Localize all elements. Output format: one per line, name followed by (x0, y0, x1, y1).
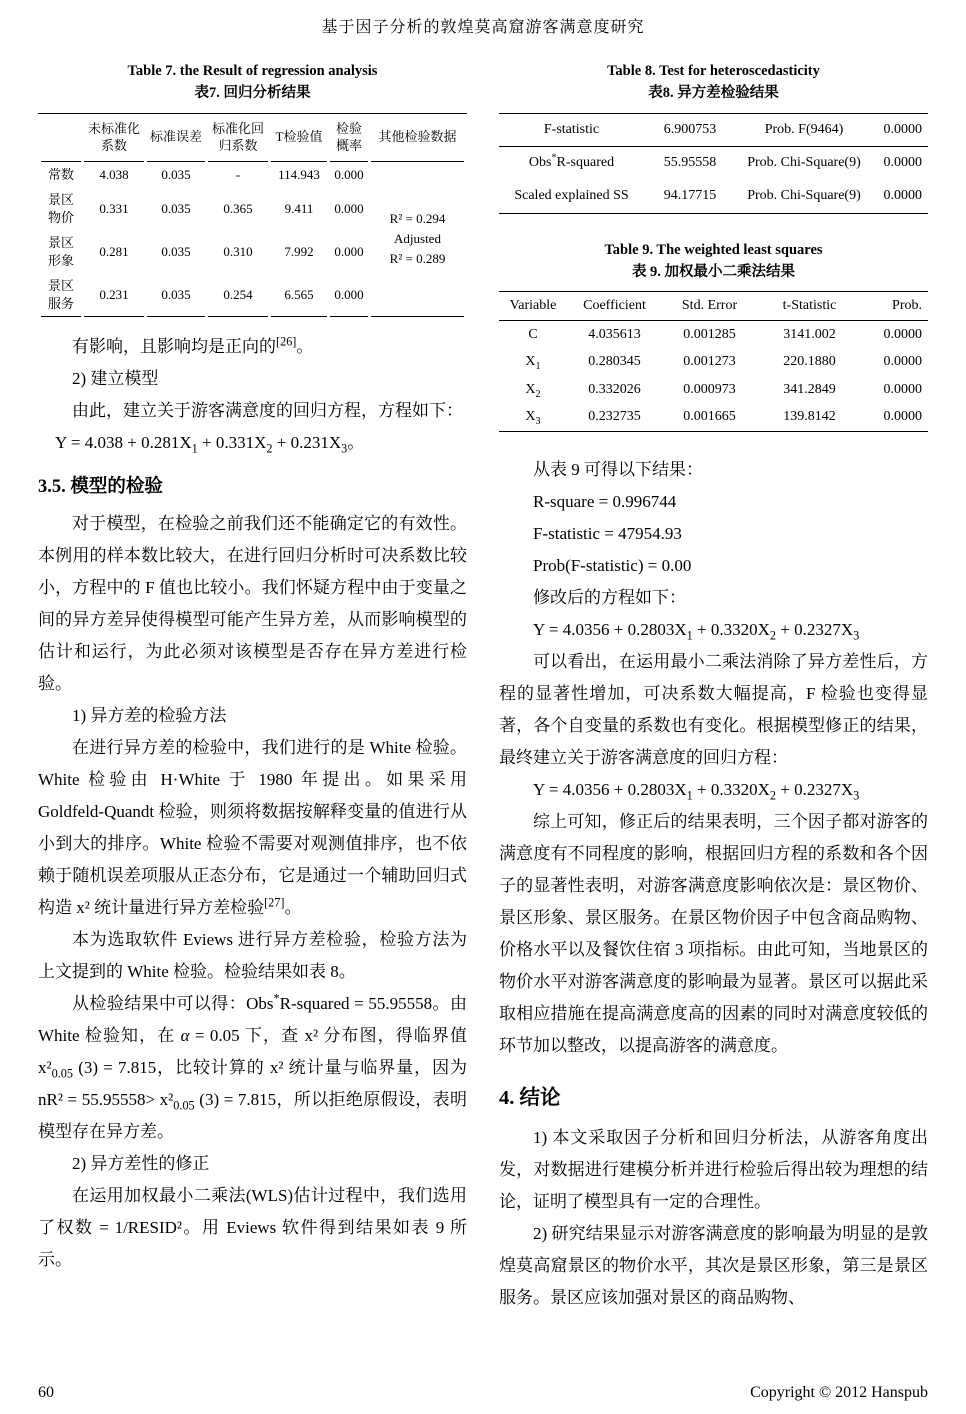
row-label: 景区形象 (47, 235, 74, 268)
variable-name: C (528, 326, 538, 342)
heteroscedasticity-table (499, 113, 928, 214)
prob-value: 0.0000 (872, 180, 928, 213)
line-prob-f: Prob(F-statistic) = 0.00 (533, 555, 692, 575)
left-column (38, 61, 467, 1314)
p-test-result: 从检验结果中可以得：Obs*R-squared = 55.95558。由 White 检验知，在 α = 0.05 下，查 x² 分布图，得临界值 $x^2_{0.05}$ (3) = 7.815，比较计算的 x² 统计量与临界量，因为 $nR^2 = 55.95558> x^2_{0.05}$ (3) = 7.815，所以拒绝原假设，表明模型存在异方差。 (38, 991, 467, 1142)
p-build-equation: 由此，建立关于游客满意度的回归方程，方程如下： (72, 401, 463, 421)
right-column (499, 61, 928, 1314)
table9-row (499, 320, 928, 348)
stat-value: 55.95558 (663, 155, 717, 171)
stat-name: Obs*R-squared (528, 152, 615, 171)
stat-value: 94.17715 (644, 180, 736, 213)
p-positive-effect: 有影响，且影响均是正向的[26]。 (72, 334, 314, 357)
table8-row (499, 113, 928, 147)
p-eviews-test: 本为选取软件 Eviews 进行异方差检验，检验方法为上文提到的 White 检验。检验结果如表 8。 (38, 930, 467, 982)
cell-t-statistic: 220.1880 (783, 354, 836, 370)
line-modified-eq-intro: 修改后的方程如下： (533, 587, 686, 607)
prob-label: Prob. Chi-Square(9) (747, 155, 861, 171)
item-build-model: 2) 建立模型 (72, 369, 159, 389)
adjusted-label: Adjusted (394, 230, 441, 246)
formula-final: $Y = 4.0356 + 0.2803X_1 + 0.3320X_2 + 0.2327X_3$ (533, 779, 860, 803)
prob-value: 0.0000 (872, 113, 928, 147)
cell-t-statistic: 3141.002 (783, 326, 836, 342)
col-header-std-error: Std. Error (662, 292, 757, 321)
cell-p-value: 0.000 (334, 244, 364, 259)
stat-name: F-statistic (499, 113, 644, 147)
cell-prob: 0.0000 (883, 354, 922, 370)
heading-model-test: 3.5. 模型的检验 (38, 477, 163, 498)
cell-coefficient: 4.035613 (588, 326, 641, 342)
cell-p-value: 0.000 (330, 273, 368, 317)
p-wls-effect: 可以看出，在运用最小二乘法消除了异方差性后，方程的显著性增加，可决系数大幅提高，F 检验也变得显著，各个自变量的系数也有变化。根据模型修正的结果，最终建立关于游客满意度的回归方程： (499, 651, 928, 767)
cell-beta: 0.254 (208, 273, 268, 317)
row-label: 常数 (47, 166, 74, 182)
col-header-std-coef: 标准化回归系数 (208, 114, 268, 162)
p-model-validity: 对于模型，在检验之前我们还不能确定它的有效性。本例用的样本数比较大，在进行回归分析时可决系数比较小，方程中的 F 值也比较小。我们怀疑方程中由于变量之间的异方差异使得模型可能产生异方差，从而影响模型的估计和运行，为此必须对该模型是否存在异方差进行检验。 (38, 514, 467, 694)
cell-std-error: 0.001665 (662, 403, 757, 431)
col-header-variable: Variable (499, 292, 567, 321)
p-summary: 综上可知，修正后的结果表明，三个因子都对游客的满意度有不同程度的影响，根据回归方程的系数和各个因子的显著性表明，对游客满意度影响依次是：景区物价、景区形象、景区服务。在景区物价因子中包含商品购物、价格水平以及餐饮住宿 3 项指标。由此可知，当地景区的物价水平对游客满意度的影响最为显著。景区可以据此采取相应措施在提高满意度高的因素的同时对满意度较低的环节加以整改，以提高游客的满意度。 (499, 811, 928, 1055)
cell-beta: - (235, 166, 241, 182)
regression-table (38, 113, 467, 318)
cell-t-statistic: 341.2849 (783, 381, 836, 397)
variable-name: $X_1$ (525, 354, 541, 373)
col-header-t-statistic: t-Statistic (757, 292, 862, 321)
heading-conclusion: 4. 结论 (499, 1086, 561, 1109)
variable-name: $X_3$ (499, 403, 567, 431)
r-squared-line: R² = 0.294 (389, 210, 446, 226)
cell-prob: 0.0000 (862, 403, 928, 431)
cell-std-error: 0.000973 (683, 381, 736, 397)
cell-model-fit (371, 162, 464, 318)
cell-coefficient: 0.331 (99, 200, 129, 216)
p-conclusion-2: 2) 研究结果显示对游客满意度的影响最为明显的是敦煌莫高窟景区的物价水平，其次是景区形象，第三是景区服务。景区应该加强对景区的商品购物、 (499, 1223, 928, 1307)
p-table9-results: 从表 9 可得以下结果： (533, 459, 703, 479)
prob-label: Prob. Chi-Square(9) (736, 180, 872, 213)
cell-std-error: 0.001285 (683, 326, 736, 342)
formula-wls: $Y = 4.0356 + 0.2803X_1 + 0.3320X_2 + 0.2327X_3$ (533, 619, 860, 643)
copyright: Copyright © 2012 Hanspub (750, 1384, 928, 1401)
table9-caption-zh: 表 9. 加权最小二乘法结果 (631, 263, 796, 280)
cell-std-error: 0.035 (161, 200, 191, 216)
col-header-std-error: 标准误差 (147, 114, 205, 162)
table9-header-row (499, 292, 928, 321)
cell-prob: 0.0000 (883, 381, 922, 397)
adjusted-r-squared-line: R² = 0.289 (389, 251, 446, 267)
page-footer (38, 1384, 928, 1402)
cell-coefficient: 0.231 (84, 273, 144, 317)
prob-label: Prob. F(9464) (736, 113, 872, 147)
table8-caption-en: Table 8. Test for heteroscedasticity (607, 63, 820, 79)
row-label: 景区服务 (41, 273, 81, 317)
table8-row (499, 180, 928, 213)
table7-header-row (41, 114, 464, 162)
cell-p-value: 0.000 (334, 200, 364, 216)
table8-row (499, 147, 928, 180)
line-f-statistic: F-statistic = 47954.93 (533, 523, 682, 543)
table8-caption-zh: 表8. 异方差检验结果 (648, 84, 779, 101)
table9-row (499, 376, 928, 404)
stat-name: Scaled explained SS (499, 180, 644, 213)
item-hetero-method: 1) 异方差的检验方法 (72, 706, 227, 726)
cell-beta: 0.365 (223, 200, 253, 216)
col-header-prob: Prob. (862, 292, 928, 321)
col-header-p-value: 检验概率 (330, 114, 368, 162)
cell-coefficient: 0.280345 (588, 354, 641, 370)
cell-t-value: 6.565 (271, 273, 327, 317)
table9-caption-en: Table 9. The weighted least squares (604, 241, 823, 258)
p-conclusion-1: 1) 本文采取因子分析和回归分析法，从游客角度出发，对数据进行建模分析并进行检验后得出较为理想的结论，证明了模型具有一定的合理性。 (499, 1127, 928, 1211)
cell-t-value: 9.411 (284, 200, 314, 216)
item-hetero-fix: 2) 异方差性的修正 (72, 1154, 210, 1174)
page-number: 60 (38, 1384, 54, 1401)
col-header-unstd-coef: 未标准化系数 (84, 114, 144, 162)
cell-t-value: 7.992 (284, 244, 314, 259)
cell-std-error: 0.035 (161, 244, 191, 259)
cell-coefficient: 0.332026 (588, 381, 641, 397)
cell-std-error: 0.035 (147, 273, 205, 317)
line-r-square: R-square = 0.996744 (533, 491, 677, 511)
row-label: 景区物价 (47, 192, 74, 225)
col-header-blank (41, 114, 81, 162)
table7-row-constant (41, 162, 464, 188)
cell-coefficient: 0.232735 (567, 403, 662, 431)
cell-std-error: 0.035 (161, 166, 191, 182)
cell-t-statistic: 139.8142 (757, 403, 862, 431)
col-header-other-tests: 其他检验数据 (371, 114, 464, 162)
table9-row (499, 403, 928, 431)
table9-row (499, 348, 928, 376)
wls-table (499, 291, 928, 432)
table7-caption-zh: 表7. 回归分析结果 (194, 84, 311, 101)
cell-coefficient: 4.038 (99, 166, 129, 182)
cell-t-value: 114.943 (278, 166, 320, 182)
cell-p-value: 0.000 (334, 166, 364, 182)
col-header-coefficient: Coefficient (567, 292, 662, 321)
p-wls-process: 在运用加权最小二乘法(WLS)估计过程中，我们选用了权数 = 1/RESID²。用 Eviews 软件得到结果如表 9 所示。 (38, 1186, 467, 1270)
prob-value: 0.0000 (883, 155, 922, 171)
cell-prob: 0.0000 (883, 326, 922, 342)
p-white-test: 在进行异方差的检验中，我们进行的是 White 检验。White 检验由 H·White 于 1980 年提出。如果采用 Goldfeld-Quandt 检验，则须将数据按解释变量的值进行从小到大的排序。White 检验不需要对观测值排序，也不依赖于随机误差项服从正态分布，它是通过一个辅助回归式构造 x² 统计量进行异方差检验[27]。 (38, 738, 467, 918)
running-title: 基于因子分析的敦煌莫高窟游客满意度研究 (321, 19, 645, 36)
col-header-t-value: T检验值 (271, 114, 327, 162)
cell-beta: 0.310 (223, 244, 253, 259)
cell-coefficient: 0.281 (99, 244, 129, 259)
variable-name: $X_2$ (525, 381, 541, 400)
formula-regression: $Y = 4.038 + 0.281X_1 + 0.331X_2 + 0.231X_3$。 (55, 433, 365, 456)
cell-std-error: 0.001273 (683, 354, 736, 370)
stat-value: 6.900753 (644, 113, 736, 147)
content-columns (38, 61, 928, 1314)
table7-caption-en: Table 7. the Result of regression analysis (127, 63, 378, 79)
